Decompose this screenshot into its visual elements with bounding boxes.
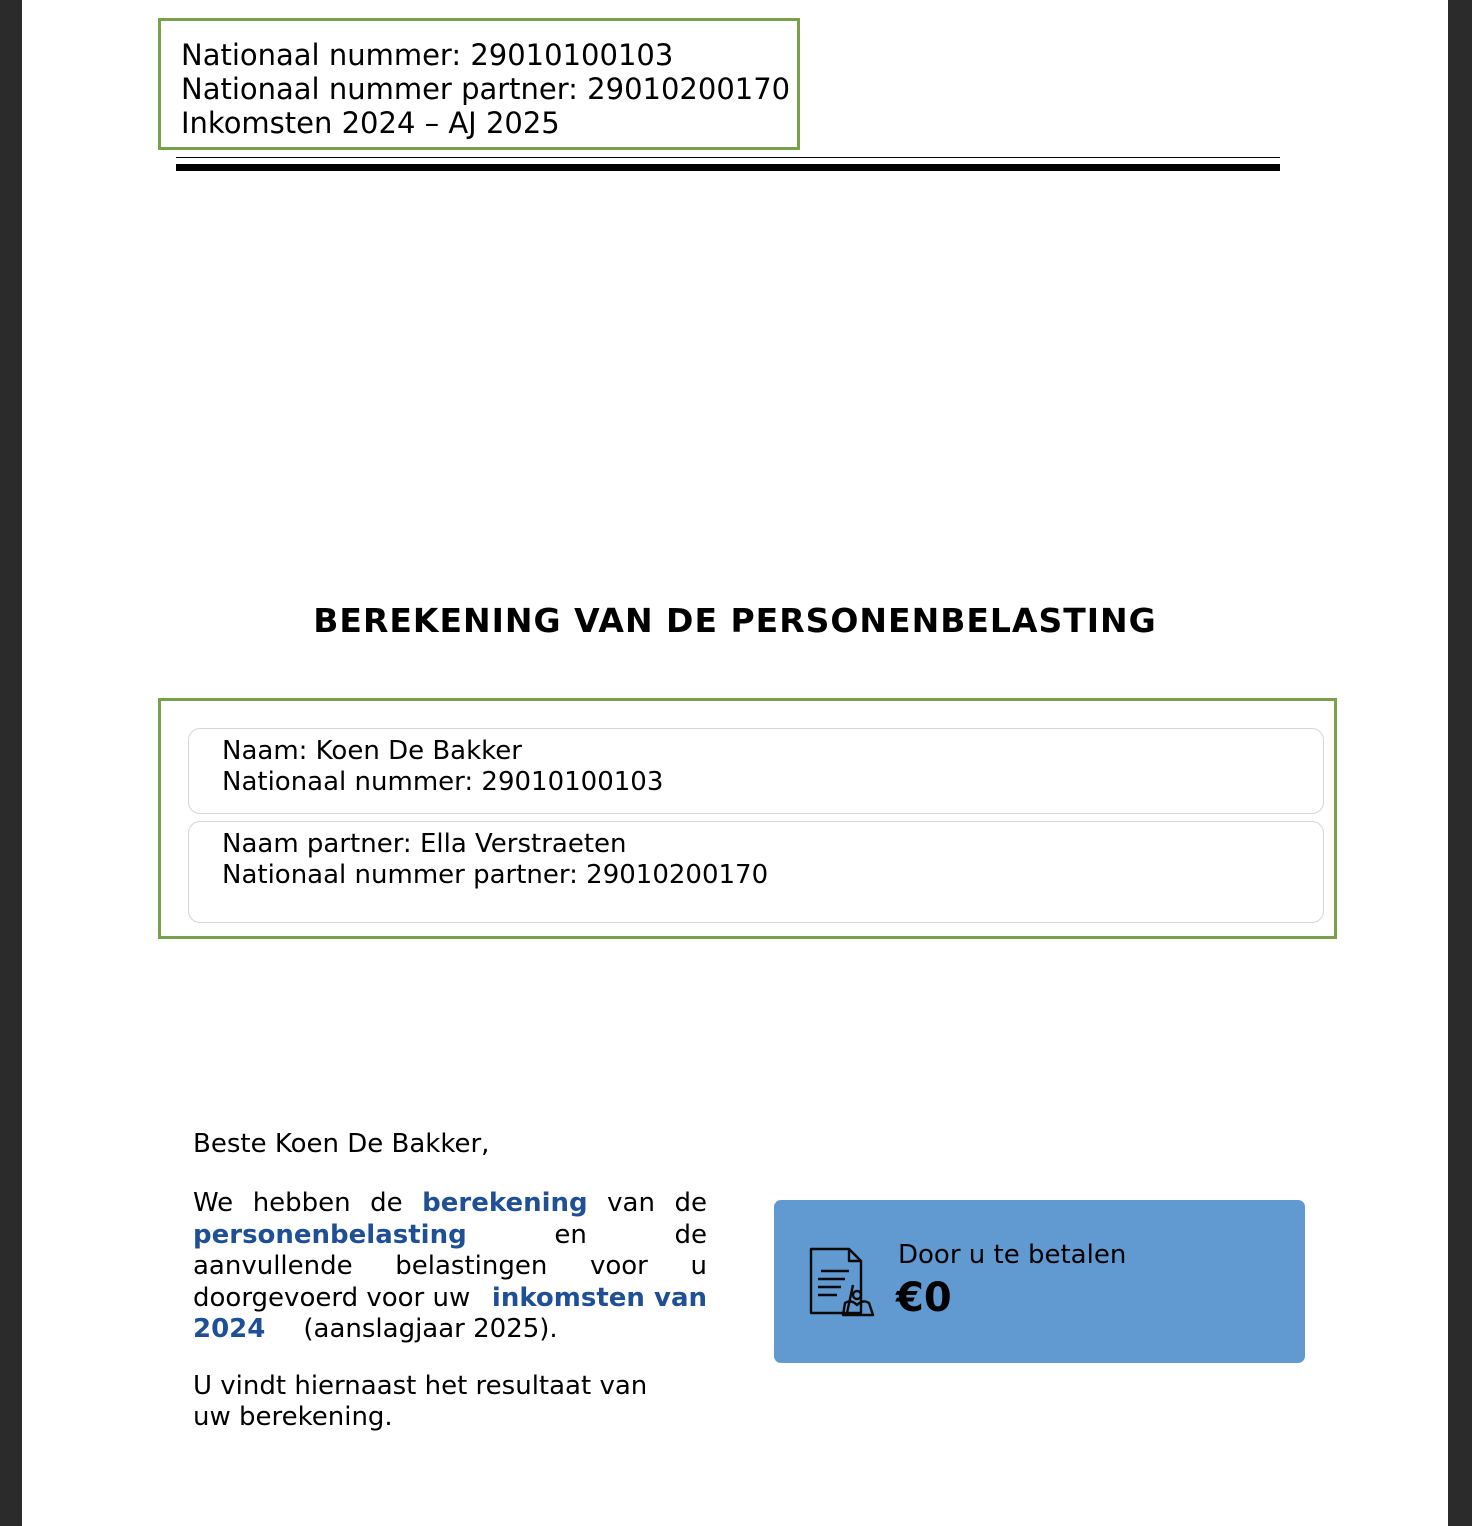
body-word: We: [193, 1188, 234, 1218]
body-line-1: [193, 1188, 707, 1220]
partner-card: [188, 821, 1324, 923]
header-national-number: Nationaal nummer: 29010100103: [181, 38, 674, 72]
body-word: u: [690, 1251, 707, 1281]
letter-closing: U vindt hiernaast het resultaat van uw berekening.: [193, 1371, 648, 1432]
personenbelasting-link[interactable]: personenbelasting: [193, 1219, 467, 1250]
body-word: de: [674, 1219, 707, 1250]
header-income-year: Inkomsten 2024 – AJ 2025: [181, 106, 560, 140]
header-divider-thick: [176, 164, 1280, 171]
taxpayer-name: Naam: Koen De Bakker: [222, 736, 522, 766]
persons-box: [158, 698, 1337, 939]
body-word: aanvullende: [193, 1251, 353, 1281]
partner-name: Naam partner: Ella Verstraeten: [222, 829, 627, 859]
letter-body: [193, 1188, 707, 1346]
body-word: hebben: [252, 1188, 351, 1218]
taxpayer-card: [188, 728, 1324, 814]
body-line-5: [193, 1314, 707, 1346]
document-tax-icon: [807, 1243, 877, 1319]
body-word: de: [674, 1188, 707, 1218]
partner-national-number: Nationaal nummer partner: 29010200170: [222, 860, 769, 890]
body-word: doorgevoerd voor uw: [193, 1282, 471, 1313]
berekening-link[interactable]: berekening: [422, 1188, 588, 1218]
body-word: belastingen: [395, 1251, 548, 1281]
page-title: BEREKENING VAN DE PERSONENBELASTING: [313, 601, 1157, 640]
header-partner-national-number: Nationaal nummer partner: 29010200170: [181, 72, 791, 106]
inkomsten-link[interactable]: inkomsten van: [491, 1282, 707, 1313]
payment-label: Door u te betalen: [898, 1240, 1127, 1270]
payment-amount: €0: [896, 1275, 952, 1321]
body-line-3: [193, 1251, 707, 1283]
body-line-2: [193, 1220, 707, 1252]
taxpayer-national-number: Nationaal nummer: 29010100103: [222, 767, 664, 797]
header-divider-thin: [176, 157, 1280, 158]
body-word: en: [554, 1219, 587, 1250]
body-word: van: [607, 1188, 655, 1218]
header-info-box: [158, 18, 800, 150]
letter-greeting: Beste Koen De Bakker,: [193, 1129, 490, 1159]
body-word: (aanslagjaar 2025).: [303, 1314, 558, 1344]
year-link[interactable]: 2024: [193, 1314, 266, 1344]
body-word: voor: [589, 1251, 648, 1281]
document-page: [22, 0, 1448, 1526]
payment-summary-box: [774, 1200, 1305, 1363]
body-line-4: [193, 1283, 707, 1315]
body-word: de: [370, 1188, 403, 1218]
